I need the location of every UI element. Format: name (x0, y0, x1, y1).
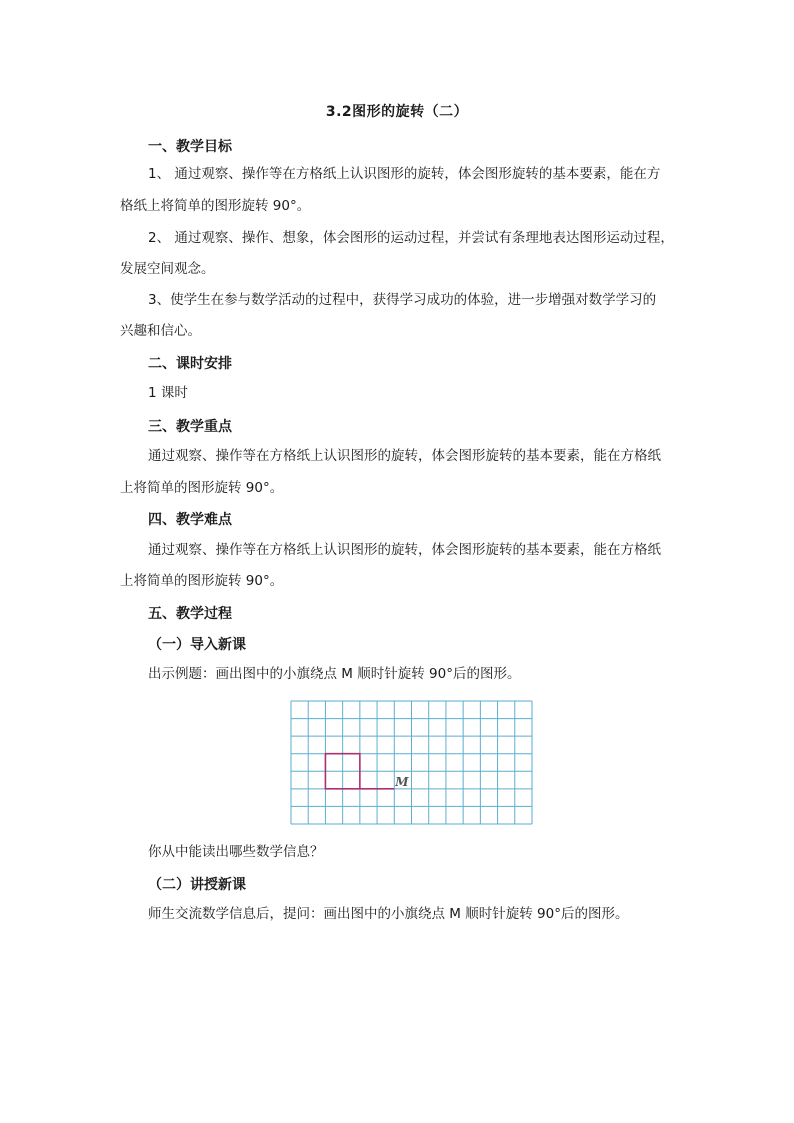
schedule-text: 1 课时 (148, 385, 188, 401)
example-text: 出示例题：画出图中的小旗绕点 M 顺时针旋转 90°后的图形。 (148, 666, 521, 682)
key-points-line-2: 上将简单的图形旋转 90°。 (120, 480, 284, 496)
heading-schedule: 二、课时安排 (148, 356, 232, 372)
teaching-text: 师生交流数学信息后，提问：画出图中的小旗绕点 M 顺时针旋转 90°后的图形。 (148, 906, 629, 922)
heading-process: 五、教学过程 (148, 606, 232, 622)
question-text: 你从中能读出哪些数学信息？ (148, 844, 324, 860)
objective-3-line-2: 兴趣和信心。 (120, 323, 201, 339)
heading-key-points: 三、教学重点 (148, 419, 232, 435)
objective-3-line-1: 3、使学生在参与数学活动的过程中，获得学习成功的体验，进一步增强对数学学习的 (148, 292, 657, 308)
objective-2-line-1: 2、 通过观察、操作、想象，体会图形的运动过程，并尝试有条理地表达图形运动过程， (148, 230, 674, 246)
subheading-intro: （一）导入新课 (148, 637, 246, 653)
heading-objectives: 一、教学目标 (148, 139, 232, 155)
point-m-label: M (395, 774, 409, 789)
subheading-new-lesson: （二）讲授新课 (148, 877, 246, 893)
grid-figure (290, 700, 533, 825)
heading-difficulties: 四、教学难点 (148, 512, 232, 528)
difficulties-line-1: 通过观察、操作等在方格纸上认识图形的旋转，体会图形旋转的基本要素，能在方格纸 (148, 542, 661, 558)
objective-1-line-1: 1、 通过观察、操作等在方格纸上认识图形的旋转，体会图形旋转的基本要素，能在方 (148, 166, 661, 182)
key-points-line-1: 通过观察、操作等在方格纸上认识图形的旋转，体会图形旋转的基本要素，能在方格纸 (148, 448, 661, 464)
grid-svg (290, 700, 533, 825)
page-title: 3.2图形的旋转（二） (325, 104, 469, 120)
difficulties-line-2: 上将简单的图形旋转 90°。 (120, 573, 284, 589)
objective-2-line-2: 发展空间观念。 (120, 261, 215, 277)
grid-lines (291, 701, 532, 824)
objective-1-line-2: 格纸上将简单的图形旋转 90°。 (120, 198, 311, 214)
